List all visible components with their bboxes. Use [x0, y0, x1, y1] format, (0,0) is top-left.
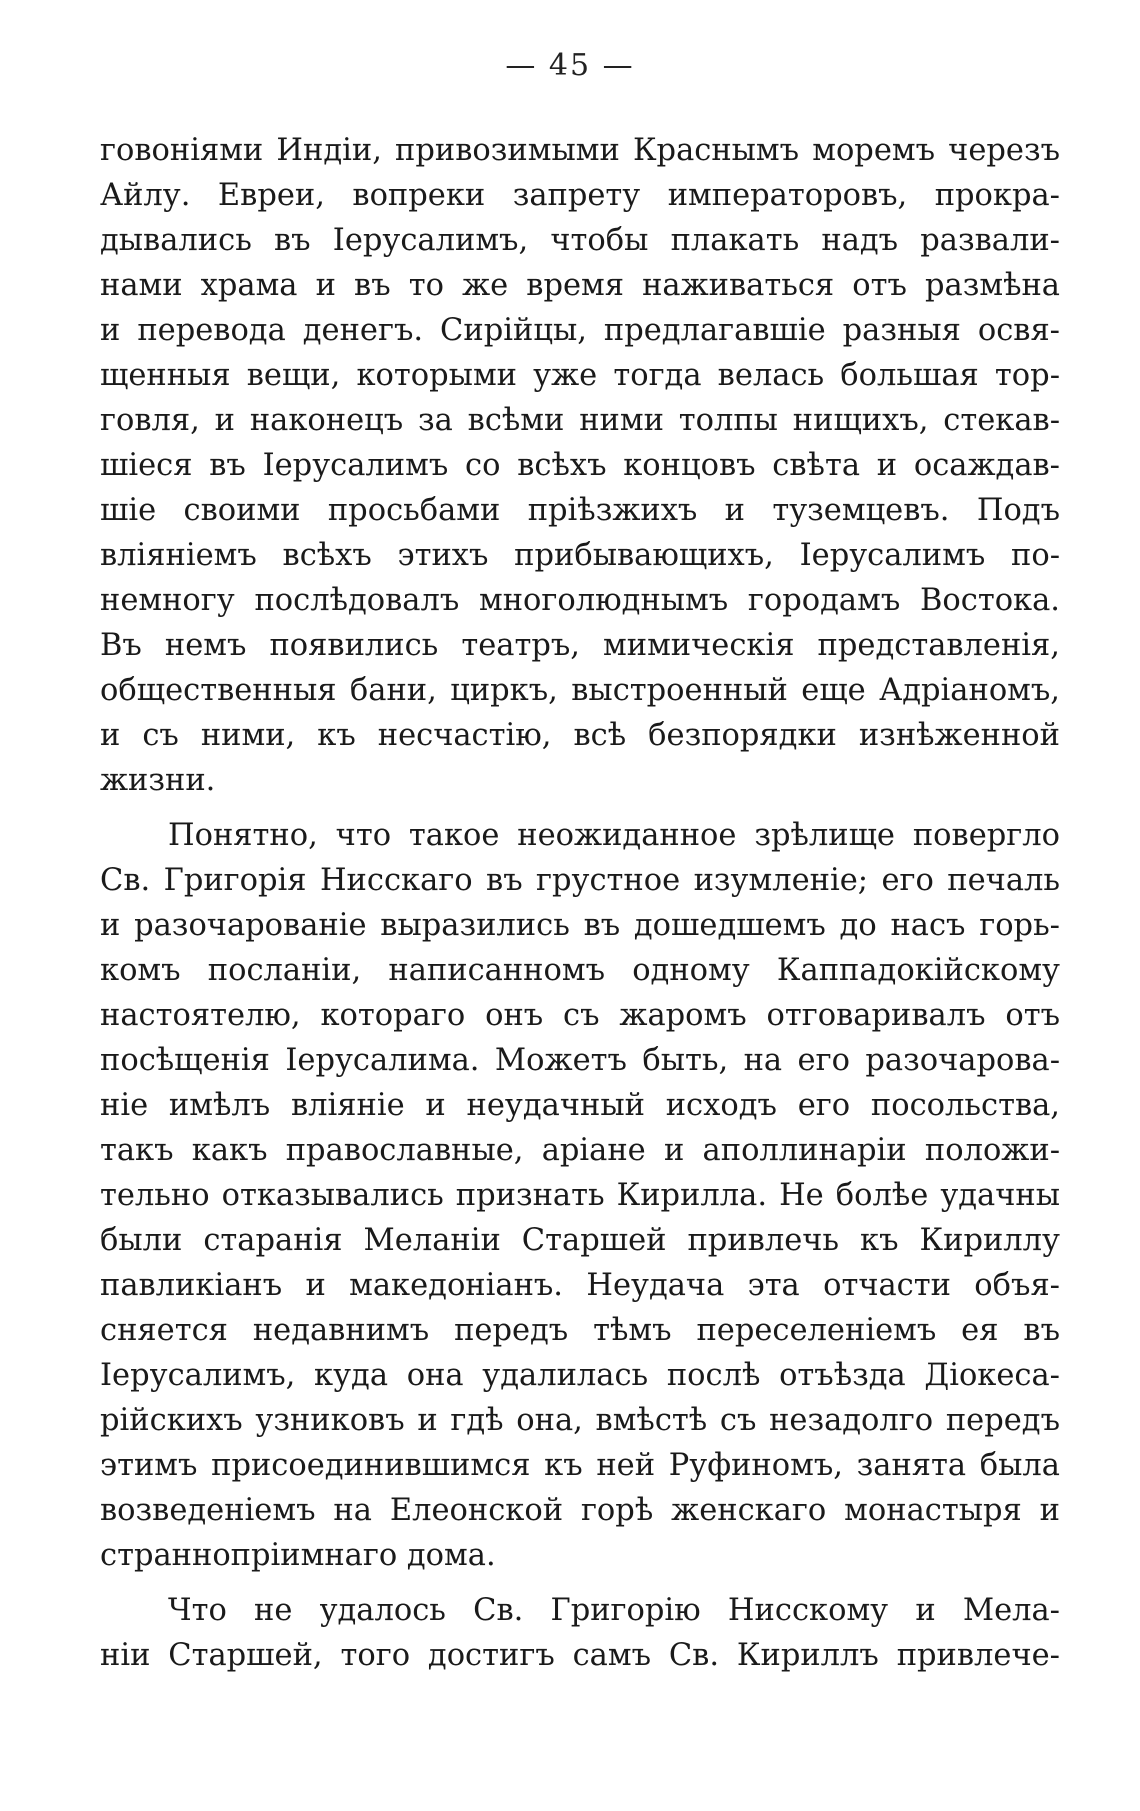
- text-line: настоятелю, котораго онъ съ жаромъ отговаривалъ отъ: [100, 998, 1060, 1033]
- page-number: — 45 —: [505, 48, 635, 83]
- text-line: и съ ними, къ несчастію, всѣ безпорядки изнѣженной: [100, 718, 1060, 753]
- text-line: Айлу. Евреи, вопреки запрету императоровъ, прокра-: [100, 178, 1060, 213]
- paragraph-gap: [100, 1578, 1060, 1588]
- text-line: рійскихъ узниковъ и гдѣ она, вмѣстѣ съ незадолго передъ: [100, 1403, 1060, 1438]
- body-text: [100, 128, 1060, 1678]
- paragraph-1: [100, 128, 1060, 803]
- text-line: такъ какъ православные, аріане и аполлинаріи положи-: [100, 1133, 1060, 1168]
- text-line: павликіанъ и македоніанъ. Неудача эта отчасти объя-: [100, 1268, 1060, 1303]
- text-line: Іерусалимъ, куда она удалилась послѣ отъѣзда Діокеса-: [100, 1358, 1060, 1393]
- text-line: посѣщенія Іерусалима. Можетъ быть, на его разочарова-: [100, 1043, 1060, 1078]
- paragraph-3: [100, 1588, 1060, 1678]
- text-line: немногу послѣдовалъ многолюднымъ городамъ Востока.: [100, 583, 1060, 618]
- text-line: нами храма и въ то же время наживаться отъ размѣна: [100, 268, 1060, 303]
- text-line: Св. Григорія Нисскаго въ грустное изумленіе; его печаль: [100, 863, 1060, 898]
- text-line: говоніями Индіи, привозимыми Краснымъ моремъ черезъ: [100, 133, 1060, 168]
- text-line: шіе своими просьбами пріѣзжихъ и туземцевъ. Подъ: [100, 493, 1060, 528]
- text-line: Что не удалось Св. Григорію Нисскому и Мела-: [168, 1593, 1060, 1628]
- text-line: и перевода денегъ. Сирійцы, предлагавшіе разныя освя-: [100, 313, 1060, 348]
- text-line: вліяніемъ всѣхъ этихъ прибывающихъ, Іерусалимъ по-: [100, 538, 1060, 573]
- text-line: дывались въ Іерусалимъ, чтобы плакать надъ развали-: [100, 223, 1060, 258]
- text-line: комъ посланіи, написанномъ одному Каппадокійскому: [100, 953, 1060, 988]
- text-line: Въ немъ появились театръ, мимическія представленія,: [100, 628, 1060, 663]
- text-line: Понятно, что такое неожиданное зрѣлище повергло: [168, 818, 1060, 853]
- text-line: страннопріимнаго дома.: [100, 1538, 496, 1573]
- text-line: возведеніемъ на Елеонской горѣ женскаго монастыря и: [100, 1493, 1060, 1528]
- text-line: ніе имѣлъ вліяніе и неудачный исходъ его посольства,: [100, 1088, 1060, 1123]
- paragraph-2: [100, 813, 1060, 1578]
- text-line: общественныя бани, циркъ, выстроенный еще Адріаномъ,: [100, 673, 1060, 708]
- text-line: ніи Старшей, того достигъ самъ Св. Кириллъ привлече-: [100, 1638, 1060, 1673]
- text-line: этимъ присоединившимся къ ней Руфиномъ, занята была: [100, 1448, 1060, 1483]
- text-line: были старанія Меланіи Старшей привлечь къ Кириллу: [100, 1223, 1060, 1258]
- text-line: тельно отказывались признать Кирилла. Не болѣе удачны: [100, 1178, 1060, 1213]
- text-line: жизни.: [100, 763, 216, 798]
- text-line: сняется недавнимъ передъ тѣмъ переселеніемъ ея въ: [100, 1313, 1060, 1348]
- paragraph-gap: [100, 803, 1060, 813]
- text-line: и разочарованіе выразились въ дошедшемъ до насъ горь-: [100, 908, 1060, 943]
- text-line: щенныя вещи, которыми уже тогда велась большая тор-: [100, 358, 1060, 393]
- text-line: шіеся въ Іерусалимъ со всѣхъ концовъ свѣта и осаждав-: [100, 448, 1060, 483]
- text-line: говля, и наконецъ за всѣми ними толпы нищихъ, стекав-: [100, 403, 1060, 438]
